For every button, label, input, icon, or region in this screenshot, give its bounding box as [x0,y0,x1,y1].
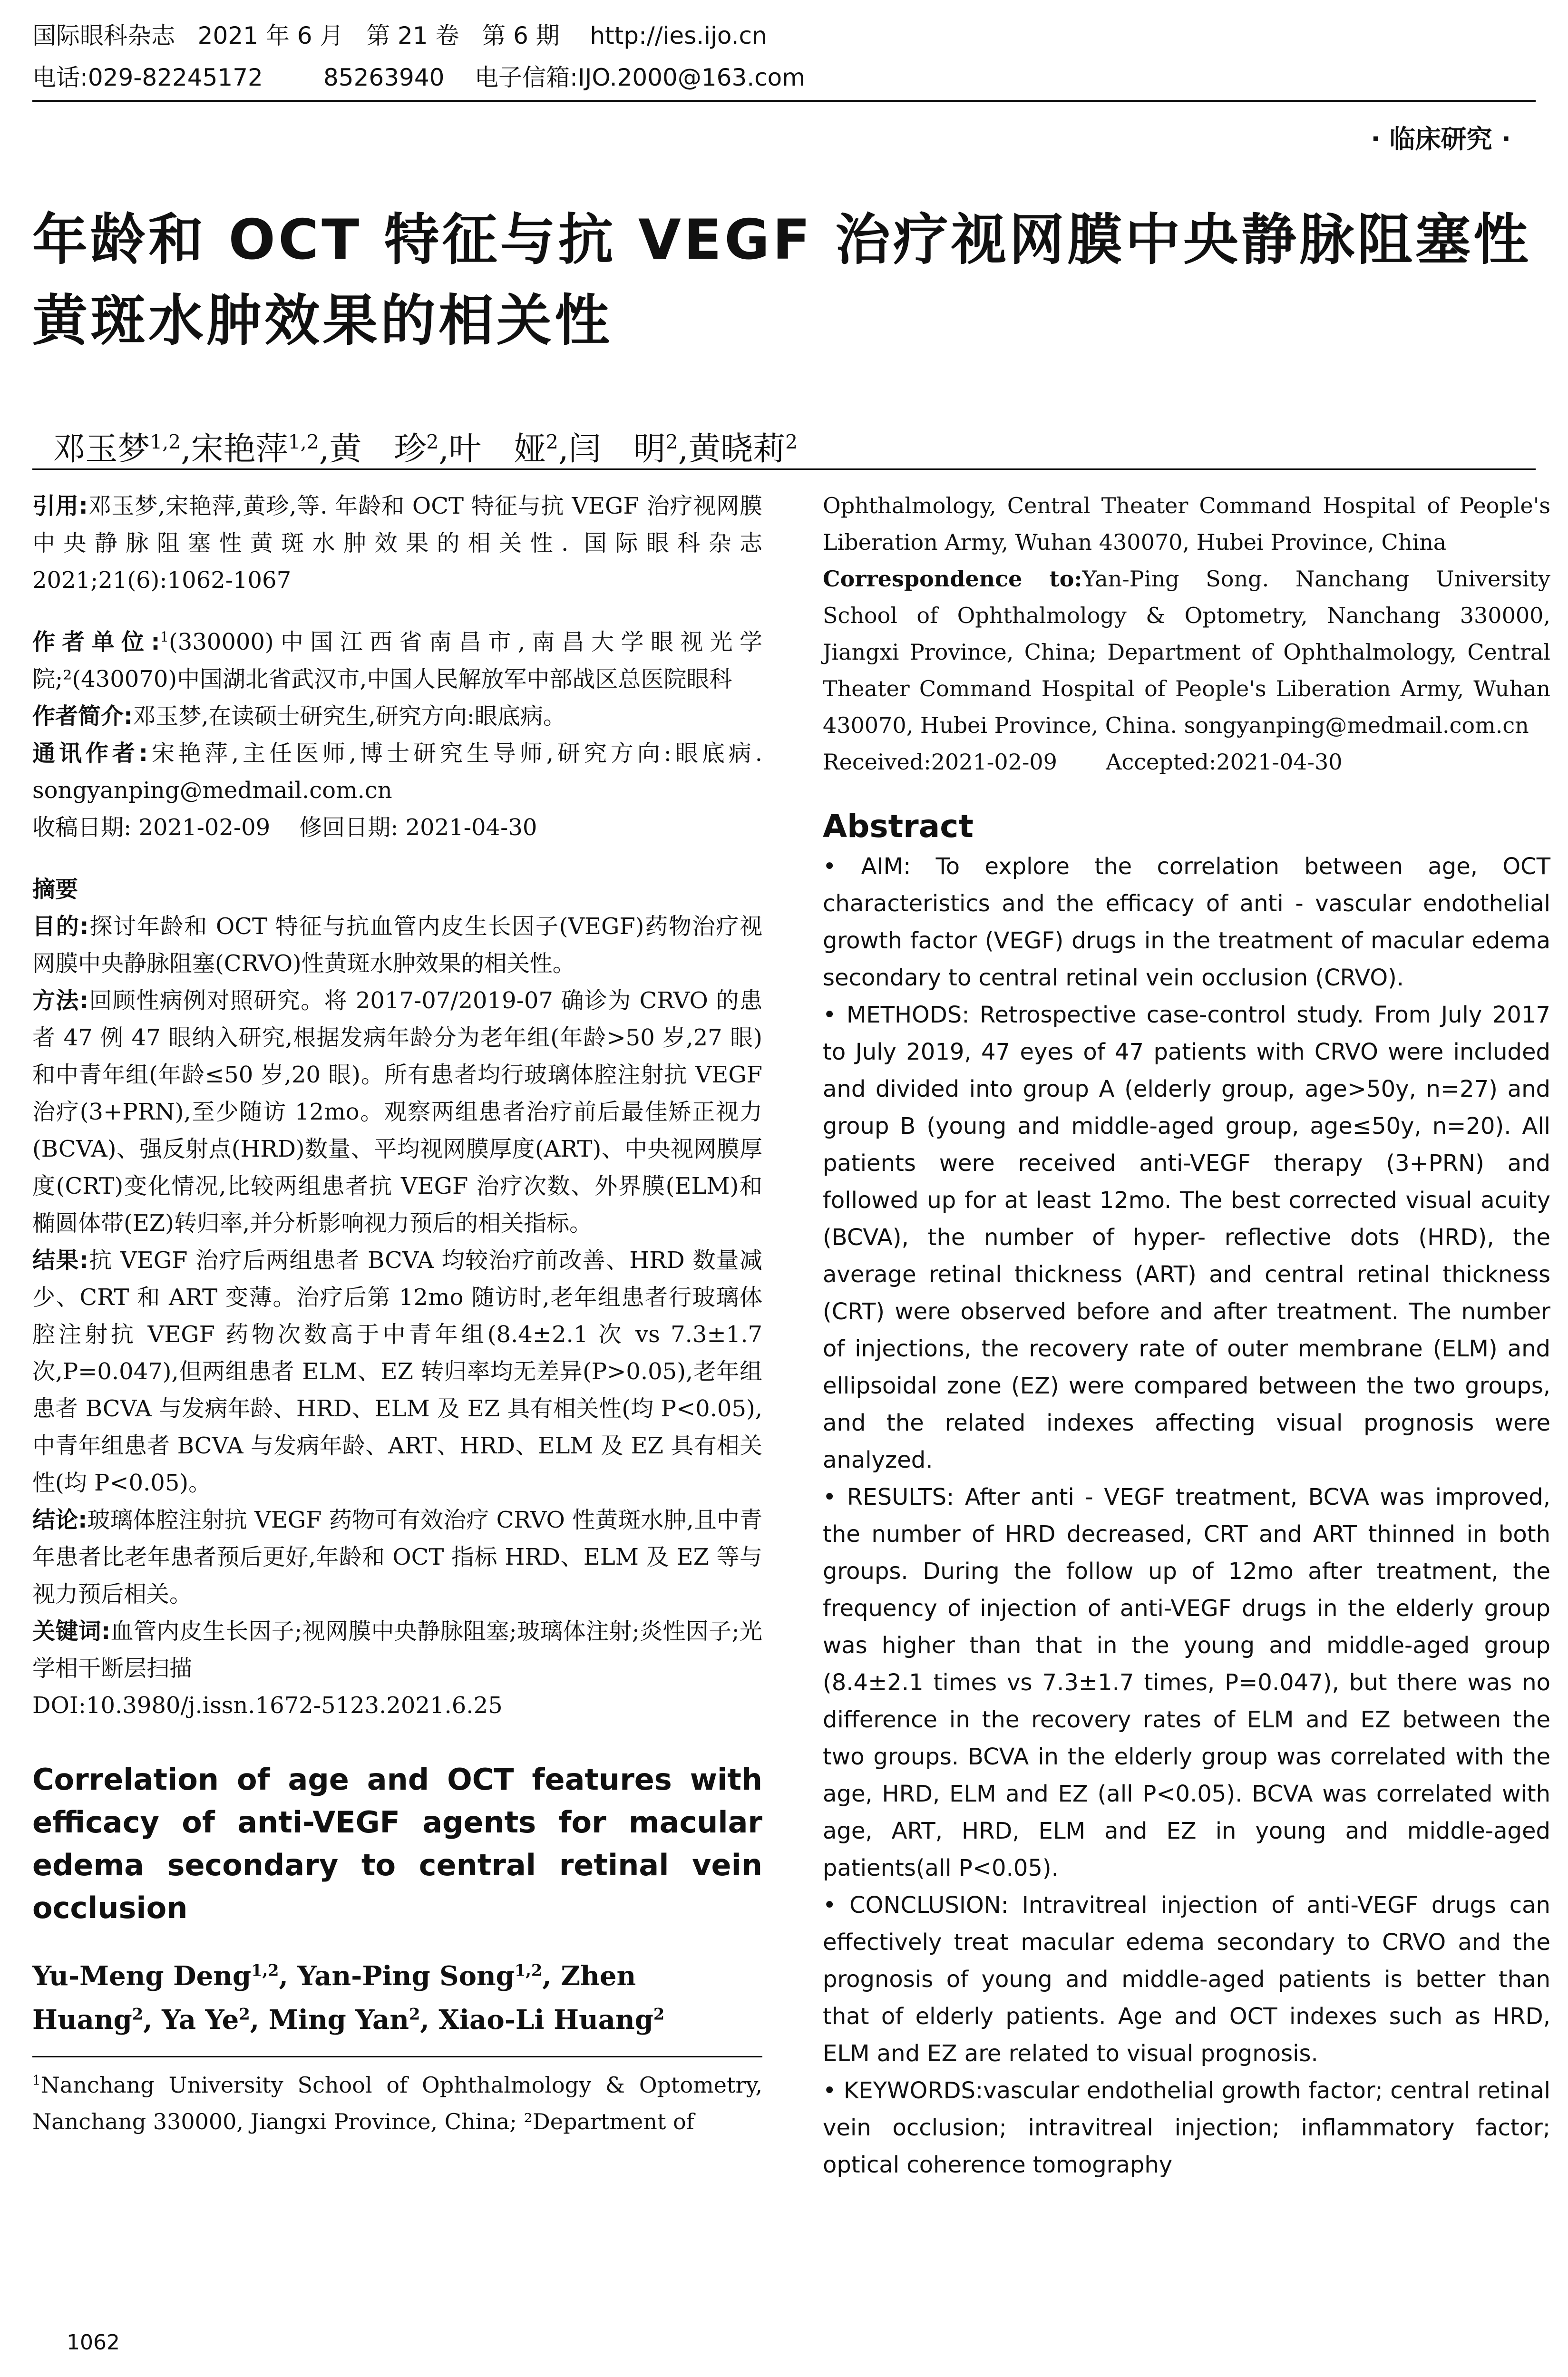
affiliation-text: (330000)中国江西省南昌市,南昌大学眼视光学院;²(430070)中国湖北省武汉市,中国人民解放军中部战区总医院眼科 [32,629,762,692]
aim-en-label: • AIM: [823,853,911,880]
authors-en: Yu-Meng Deng$^{1,2}$, Yan-Ping Song$^{1,2}$, Zhen Huang$^2$, Ya Ye$^2$, Ming Yan$^2$, Xiao-Li Huang$^2$ [32,1960,665,2036]
authors-cn: 邓玉梦$^{1,2}$,宋艳萍$^{1,2}$,黄 珍$^2$,叶 娅$^2$,闫 明$^2$,黄晓莉$^2$ [53,430,798,468]
methods-en-label: • METHODS: [823,1002,970,1028]
author-en: Zhen Huang [32,1960,636,2036]
corresponding-author [32,735,762,809]
conclusion-text: 玻璃体腔注射抗 VEGF 药物可有效治疗 CRVO 性黄斑水肿,且中青年患者比老年患者预后更好,年龄和 OCT 指标 HRD、ELM 及 EZ 等与视力预后相关。 [32,1507,762,1607]
author-affil-sup: 1,2 [514,1960,543,1980]
right-column [823,487,1550,2183]
author-affil-sup: 1,2 [251,1960,279,1980]
citation-text: 邓玉梦,宋艳萍,黄珍,等. 年龄和 OCT 特征与抗 VEGF 治疗视网膜中央静脉阻塞性黄斑水肿效果的相关性. 国际眼科杂志 2021;21(6):1062-1067 [32,493,762,594]
corr-text: 宋艳萍,主任医师,博士研究生导师,研究方向:眼底病. songyanping@medmail.com.cn [32,740,762,804]
article-title-en: Correlation of age and OCT features with efficacy of anti-VEGF agents for macular edema secondary to central retinal vein occlusion [32,1762,762,1925]
author-affil-sup: 2 [426,430,439,454]
affiliation-en: $^1$Nanchang University School of Ophthalmology & Optometry, Nanchang 330000, Jiangxi Province, China; ²Department of [32,2072,762,2134]
author-affil-sup: 2 [132,2004,144,2024]
affiliation-en-text: Nanchang University School of Ophthalmology & Optometry, Nanchang 330000, Jiangxi Province, China; ²Department of [32,2072,762,2134]
author-cn: 叶 娅 [448,430,546,468]
conclusion-en-label: • CONCLUSION: [823,1892,1009,1919]
journal-header-line1: 国际眼科杂志 2021 年 6 月 第 21 卷 第 6 期 http://ies.ijo.cn [32,22,767,49]
doi: DOI:10.3980/j.issn.1672-5123.2021.6.25 [32,1692,503,1719]
methods-en [823,996,1550,1479]
dates-en: Received:2021-02-09 Accepted:2021-04-30 [823,749,1343,775]
author-affil-sup: 2 [785,430,798,454]
author-cn: 邓玉梦 [53,430,150,468]
author-affil-sup: 2 [409,2004,420,2024]
methods-en-text: Retrospective case-control study. From July 2017 to July 2019, 47 eyes of 47 patients with CRVO were included and divided into group A (elderly group, age>50y, n=27) and group B (young and middle-aged group, age≤50y, n=20). All patients were received anti-VEGF therapy (3+PRN) and followed up for at least 12mo. The best corrected visual acuity (BCVA), the number of hyper- reflective dots (HRD), the average retinal thickness (ART) and central retinal thickness (CRT) were observed before and after treatment. The number of injections, the recovery rate of outer membrane (ELM) and ellipsoidal zone (EZ) were compared between the two groups, and the related indexes affecting visual prognosis were analyzed. [823,1002,1551,1473]
correspondence-label: Correspondence to: [823,566,1082,592]
affiliation-en-continued: Ophthalmology, Central Theater Command Hospital of People's Liberation Army, Wuhan 430070, Hubei Province, China [823,493,1550,555]
author-cn: 闫 明 [568,430,666,468]
methods-cn [32,982,762,1242]
affiliation-sup: 1 [160,629,169,645]
header-rule [32,100,1536,102]
citation [32,487,762,599]
author-affil-sup: 1,2 [288,430,319,454]
keywords-label: 关键词: [32,1618,111,1645]
conclusion-en-text: Intravitreal injection of anti-VEGF drugs can effectively treat macular edema secondary to CRVO and the prognosis of young and middle-aged patients is better than that of elderly patients. Age and OCT indexes such as HRD, ELM and EZ are related to visual prognosis. [823,1892,1550,2067]
methods-label: 方法: [32,987,89,1014]
author-affiliation [32,623,762,698]
corr-label: 通讯作者: [32,740,148,767]
bio-text: 邓玉梦,在读硕士研究生,研究方向:眼底病。 [133,703,566,730]
aim-en-text: To explore the correlation between age, OCT characteristics and the efficacy of anti - vascular endothelial growth factor (VEGF) drugs in the treatment of macular edema secondary to central retinal vein occlusion (CRVO). [823,853,1551,991]
conclusion-en [823,1887,1550,2072]
author-en: Ya Ye [162,2004,239,2036]
bio-label: 作者简介: [32,703,133,730]
author-cn: 宋艳萍 [191,430,288,468]
methods-text: 回顾性病例对照研究。将 2017-07/2019-07 确诊为 CRVO 的患者 47 例 47 眼纳入研究,根据发病年龄分为老年组(年龄>50 岁,27 眼)和中青年组(年龄≤50 岁,20 眼)。所有患者均行玻璃体腔注射抗 VEGF 治疗(3+PRN),至少随访 12mo。观察两组患者治疗前后最佳矫正视力(BCVA)、强反射点(HRD)数量、平均视网膜厚度(ART)、中央视网膜厚度(CRT)变化情况,比较两组患者抗 VEGF 治疗次数、外界膜(ELM)和椭圆体带(EZ)转归率,并分析影响视力预后的相关指标。 [32,987,762,1237]
aim-cn [32,908,762,982]
keywords-cn [32,1613,762,1687]
aim-label: 目的: [32,913,89,940]
correspondence-text: Yan-Ping Song. Nanchang University School of Ophthalmology & Optometry, Nanchang 330000, Jiangxi Province, China; Department of Ophthalmology, Central Theater Command Hospital of People's Liberation Army, Wuhan 430070, Hubei Province, China. songyanping@medmail.com.cn [823,566,1550,738]
section-tag: · 临床研究 · [1371,124,1511,154]
affiliation-rule [32,2056,762,2057]
keywords-text: 血管内皮生长因子;视网膜中央静脉阻塞;玻璃体注射;炎性因子;光学相干断层扫描 [32,1618,762,1682]
conclusion-label: 结论: [32,1507,88,1533]
aim-en [823,848,1550,996]
author-en: Yu-Meng Deng [32,1960,252,1992]
author-cn: 黄晓莉 [688,430,786,468]
citation-label: 引用: [32,493,88,519]
results-en [823,1479,1550,1887]
article-title-cn: 年龄和 OCT 特征与抗 VEGF 治疗视网膜中央静脉阻塞性黄斑水肿效果的相关性 [32,208,1531,353]
dates-cn: 收稿日期: 2021-02-09 修回日期: 2021-04-30 [32,814,537,841]
aim-text: 探讨年龄和 OCT 特征与抗血管内皮生长因子(VEGF)药物治疗视网膜中央静脉阻塞(CRVO)性黄斑水肿效果的相关性。 [32,913,762,977]
results-cn [32,1242,762,1501]
results-label: 结果: [32,1247,88,1274]
author-bio [32,698,762,735]
author-affil-sup: 2 [665,430,678,454]
keywords-en [823,2072,1550,2183]
author-en: Xiao-Li Huang [438,2004,653,2036]
authors-rule [32,468,1536,470]
page-number: 1062 [67,2330,120,2355]
author-en: Ming Yan [268,2004,409,2036]
abstract-en [823,848,1550,2183]
author-affil-sup: 2 [239,2004,250,2024]
journal-header-line2: 电话:029-82245172 85263940 电子信箱:IJO.2000@163.com [32,64,805,91]
author-cn: 黄 珍 [329,430,427,468]
results-en-text: After anti - VEGF treatment, BCVA was improved, the number of HRD decreased, CRT and ART thinned in both groups. During the follow up of 12mo after treatment, the frequency of injection of anti-VEGF drugs in the elderly group was higher than that in the young and middle-aged group (8.4±2.1 times vs 7.3±1.7 times, P=0.047), but there was no difference in the recovery rates of ELM and EZ between the two groups. BCVA in the elderly group was correlated with the age, HRD, ELM and EZ (all P<0.05). BCVA was correlated with age, ART, HRD, ELM and EZ in young and middle-aged patients(all P<0.05). [823,1484,1551,1881]
results-en-label: • RESULTS: [823,1484,954,1510]
keywords-en-label: • KEYWORDS: [823,2077,984,2104]
author-en: Yan-Ping Song [297,1960,515,1992]
affiliation-label: 作者单位: [32,629,160,655]
author-affil-sup: 2 [545,430,558,454]
conclusion-cn [32,1501,762,1613]
results-text: 抗 VEGF 治疗后两组患者 BCVA 均较治疗前改善、HRD 数量减少、CRT 和 ART 变薄。治疗后第 12mo 随访时,老年组患者行玻璃体腔注射抗 VEGF 药物次数高于中青年组(8.4±2.1 次 vs 7.3±1.7 次,P=0.047),但两组患者 ELM、EZ 转归率均无差异(P>0.05),老年组患者 BCVA 与发病年龄、HRD、ELM 及 EZ 具有相关性(均 P<0.05),中青年组患者 BCVA 与发病年龄、ART、HRD、ELM 及 EZ 具有相关性(均 P<0.05)。 [32,1247,762,1496]
abstract-heading-en: Abstract [823,808,974,845]
keywords-en-text: vascular endothelial growth factor; central retinal vein occlusion; intravitreal injection; inflammatory factor; optical coherence tomography [823,2077,1551,2178]
author-affil-sup: 1,2 [150,430,181,454]
abstract-heading-cn: 摘要 [32,876,78,903]
author-affil-sup: 2 [653,2004,665,2024]
left-column [32,487,762,2140]
correspondence-en [823,561,1550,744]
